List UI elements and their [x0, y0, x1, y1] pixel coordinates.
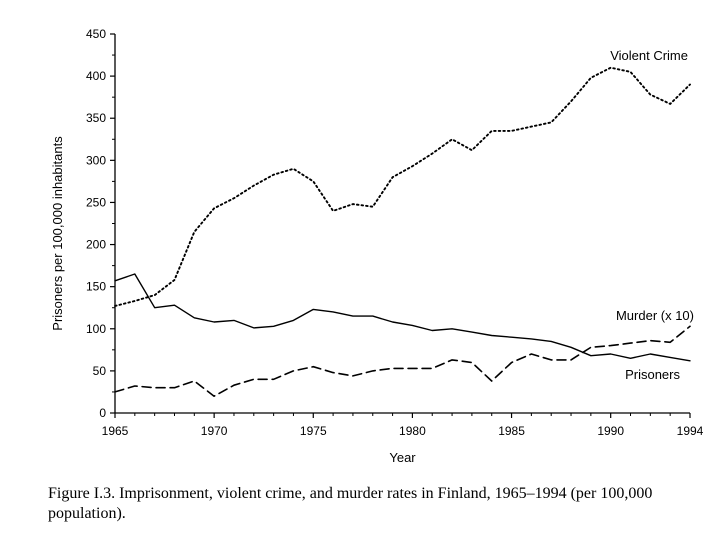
chart-labels — [610, 48, 694, 382]
series-line-murder-x-10 — [115, 326, 690, 396]
x-tick-label: 1990 — [597, 424, 625, 438]
x-axis-title: Year — [389, 450, 416, 465]
x-tick-label: 1970 — [200, 424, 228, 438]
chart-axes — [50, 27, 704, 465]
y-tick-label: 300 — [85, 153, 106, 168]
y-tick-label: 50 — [92, 363, 106, 378]
x-tick-label: 1975 — [299, 424, 327, 438]
y-tick-label: 0 — [99, 406, 106, 420]
series-label-violent-crime: Violent Crime — [610, 48, 688, 63]
y-tick-label: 150 — [85, 279, 106, 294]
y-axis-title: Prisoners per 100,000 inhabitants — [50, 136, 65, 331]
x-tick-label: 1980 — [399, 424, 426, 438]
series-label-murder-x-10: Murder (x 10) — [615, 308, 694, 323]
x-tick-label: 1965 — [101, 424, 129, 438]
x-tick-label: 1985 — [498, 424, 525, 438]
y-tick-label: 450 — [85, 27, 106, 41]
y-tick-label: 100 — [85, 321, 106, 336]
x-tick-label: 1994 — [676, 424, 704, 438]
y-tick-label: 400 — [85, 69, 106, 84]
y-tick-label: 200 — [85, 237, 106, 252]
figure-caption: Figure I.3. Imprisonment, violent crime, and murder rates in Finland, 1965–1994 (per 100,000 population). — [48, 485, 653, 522]
chart-lines — [115, 68, 690, 397]
y-tick-label: 250 — [85, 195, 106, 210]
y-tick-label: 350 — [85, 111, 106, 126]
series-label-prisoners: Prisoners — [625, 367, 680, 382]
series-line-violent-crime — [115, 68, 690, 306]
series-line-prisoners — [115, 274, 690, 361]
